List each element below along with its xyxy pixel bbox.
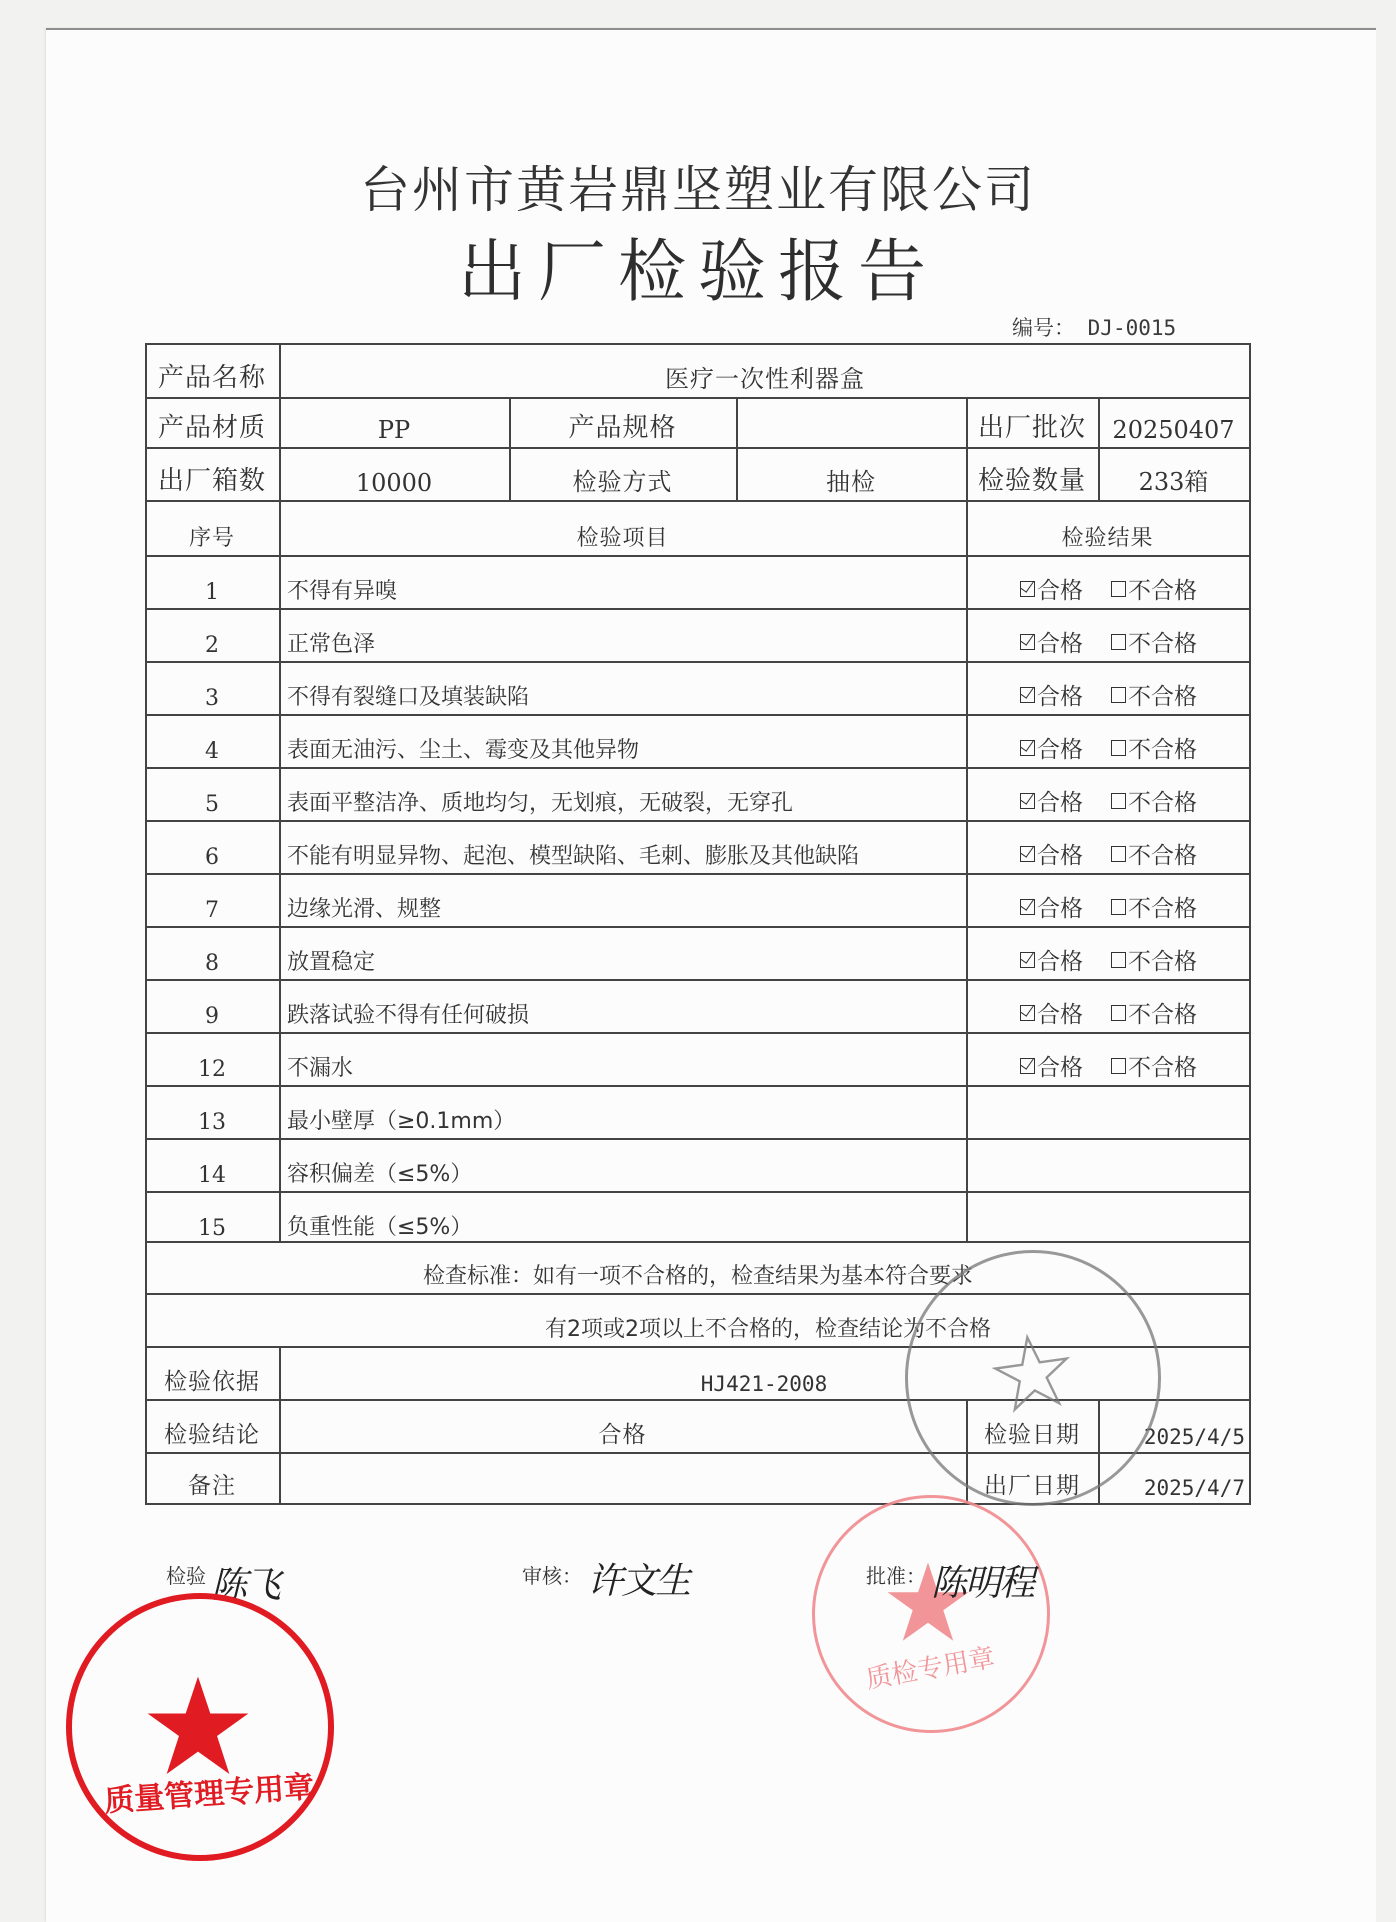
pass-label: 合格 [1037,578,1083,604]
basis-value: HJ421-2008 [700,1372,828,1396]
checkbox-icon [1020,899,1035,915]
fail-label: 不合格 [1128,896,1197,922]
fail-checkbox[interactable] [1111,996,1197,1029]
star-icon [987,1328,1077,1418]
checkbox-icon [1111,687,1126,703]
fail-label: 不合格 [1128,684,1197,710]
fail-checkbox[interactable] [1111,837,1197,870]
item-result [968,555,1249,608]
checkbox-icon [1111,846,1126,862]
item-text: 最小壁厚（≥0.1mm） [287,1109,516,1134]
company-name: 台州市黄岩鼎坚塑业有限公司 [360,161,1036,219]
pass-label: 合格 [1037,1002,1083,1028]
pass-checkbox[interactable] [1020,731,1083,764]
pass-label: 合格 [1037,790,1083,816]
pass-label: 合格 [1037,684,1083,710]
checkbox-icon [1111,740,1126,756]
pass-checkbox[interactable] [1020,784,1083,817]
fail-label: 不合格 [1128,578,1197,604]
quality-stamp-label: 质量管理专用章 [103,1769,316,1820]
checkbox-icon [1020,1005,1035,1021]
item-text: 表面平整洁净、质地均匀，无划痕，无破裂，无穿孔 [287,791,794,816]
reviewer-name: 许文生 [587,1561,690,1602]
fail-label: 不合格 [1128,949,1197,975]
fail-checkbox[interactable] [1111,890,1197,923]
item-text: 不得有裂缝口及填装缺陷 [287,685,530,710]
col-header-item: 检验项目 [576,526,669,551]
pass-checkbox[interactable] [1020,572,1083,605]
inspector-signature [166,1543,280,1606]
item-result [968,1032,1249,1085]
col-header-result: 检验结果 [1061,526,1154,551]
pass-checkbox[interactable] [1020,1049,1083,1082]
inspector-label: 检验 [166,1564,206,1588]
item-text: 正常色泽 [287,632,376,657]
checkbox-icon [1111,581,1126,597]
item-text: 不能有明显异物、起泡、模型缺陷、毛刺、膨胀及其他缺陷 [287,844,860,869]
pass-checkbox[interactable] [1020,996,1083,1029]
checkbox-icon [1111,1058,1126,1074]
material-label: 产品材质 [157,413,266,443]
pass-checkbox[interactable] [1020,943,1083,976]
fail-label: 不合格 [1128,1055,1197,1081]
pass-label: 合格 [1037,843,1083,869]
item-result [968,979,1249,1032]
item-number: 9 [205,1004,219,1029]
fail-checkbox[interactable] [1111,943,1197,976]
product-name-label: 产品名称 [157,363,266,393]
fail-checkbox[interactable] [1111,784,1197,817]
remark-label: 备注 [188,1473,236,1499]
item-number: 7 [205,898,219,923]
remark-value [279,1452,966,1503]
checkbox-icon [1020,846,1035,862]
method-value: 抽检 [826,468,876,496]
checkbox-icon [1020,793,1035,809]
pass-label: 合格 [1037,896,1083,922]
qc-stamp-pink [812,1495,1050,1733]
pass-label: 合格 [1037,1055,1083,1081]
reviewer-signature [522,1543,690,1602]
batch-value: 20250407 [1112,416,1235,444]
spec-value [736,397,966,447]
item-number: 2 [205,633,219,658]
boxes-value: 10000 [355,469,433,497]
fail-checkbox[interactable] [1111,572,1197,605]
fail-checkbox[interactable] [1111,731,1197,764]
item-text: 边缘光滑、规整 [287,897,442,922]
pass-checkbox[interactable] [1020,625,1083,658]
item-result [968,714,1249,767]
boxes-label: 出厂箱数 [157,466,266,496]
item-text: 容积偏差（≤5%） [287,1162,473,1187]
item-number: 8 [205,951,219,976]
fail-checkbox[interactable] [1111,1049,1197,1082]
fail-label: 不合格 [1128,631,1197,657]
item-text: 不漏水 [287,1056,354,1081]
checkbox-icon [1111,952,1126,968]
checkbox-icon [1111,634,1126,650]
ship-date-value: 2025/4/7 [1143,1476,1245,1500]
item-result [968,608,1249,661]
pass-label: 合格 [1037,949,1083,975]
fail-label: 不合格 [1128,790,1197,816]
item-result [968,820,1249,873]
item-result [968,661,1249,714]
checkbox-icon [1111,1005,1126,1021]
col-header-no: 序号 [188,526,235,551]
spec-label: 产品规格 [568,413,677,443]
item-number: 4 [205,739,219,764]
item-result [968,926,1249,979]
approver-signature [866,1543,1034,1604]
standard-line-2: 有2项或2项以上不合格的，检查结论为不合格 [545,1317,991,1342]
checkbox-icon [1020,1058,1035,1074]
quality-stamp-red [66,1593,334,1861]
method-label: 检验方式 [572,468,673,496]
item-result [968,767,1249,820]
item-number: 13 [198,1110,226,1135]
checkbox-icon [1020,634,1035,650]
pass-checkbox[interactable] [1020,678,1083,711]
pass-label: 合格 [1037,631,1083,657]
qty-label: 检验数量 [977,466,1086,496]
basis-label: 检验依据 [164,1369,260,1395]
reviewer-label: 审核： [522,1564,582,1588]
inspect-date-value: 2025/4/5 [1143,1425,1245,1449]
fail-label: 不合格 [1128,843,1197,869]
item-number: 14 [198,1163,226,1188]
checkbox-icon [1111,793,1126,809]
qty-value: 233箱 [1138,468,1209,496]
item-text: 跌落试验不得有任何破损 [287,1003,530,1028]
approver-label: 批准： [866,1564,926,1588]
checkbox-icon [1020,581,1035,597]
qc-stamp-label: 质检专用章 [863,1642,998,1696]
checkbox-icon [1020,687,1035,703]
item-number: 1 [205,580,219,605]
fail-label: 不合格 [1128,737,1197,763]
conclusion-label: 检验结论 [164,1422,260,1448]
item-text: 放置稳定 [287,950,376,975]
checkbox-icon [1020,740,1035,756]
checkbox-icon [1020,952,1035,968]
item-number: 15 [198,1216,226,1241]
fail-checkbox[interactable] [1111,678,1197,711]
ship-date-label: 出厂日期 [984,1473,1080,1499]
item-number: 12 [198,1057,226,1082]
serial-label: 编号： [1012,316,1075,340]
fail-checkbox[interactable] [1111,625,1197,658]
inspect-date-label: 检验日期 [984,1422,1080,1448]
product-name-value: 医疗一次性利器盒 [665,365,865,393]
fail-label: 不合格 [1128,1002,1197,1028]
batch-label: 出厂批次 [977,413,1086,443]
serial-number [1012,312,1176,342]
pass-checkbox[interactable] [1020,837,1083,870]
checkbox-icon [1111,899,1126,915]
pass-checkbox[interactable] [1020,890,1083,923]
conclusion-value: 合格 [598,1422,647,1448]
serial-value: DJ-0015 [1087,316,1177,340]
pass-label: 合格 [1037,737,1083,763]
standard-line-1: 检查标准：如有一项不合格的，检查结果为基本符合要求 [422,1264,973,1289]
item-text: 负重性能（≤5%） [287,1215,473,1240]
item-text: 表面无油污、尘土、霉变及其他异物 [287,738,640,763]
item-number: 3 [205,686,219,711]
item-result [968,873,1249,926]
inspector-name: 陈飞 [211,1565,280,1606]
approver-name: 陈明程 [931,1563,1034,1604]
document-title: 出厂检验报告 [457,233,938,312]
item-number: 5 [205,792,219,817]
item-text: 不得有异嗅 [287,579,398,604]
item-number: 6 [205,845,219,870]
material-value: PP [377,416,411,444]
